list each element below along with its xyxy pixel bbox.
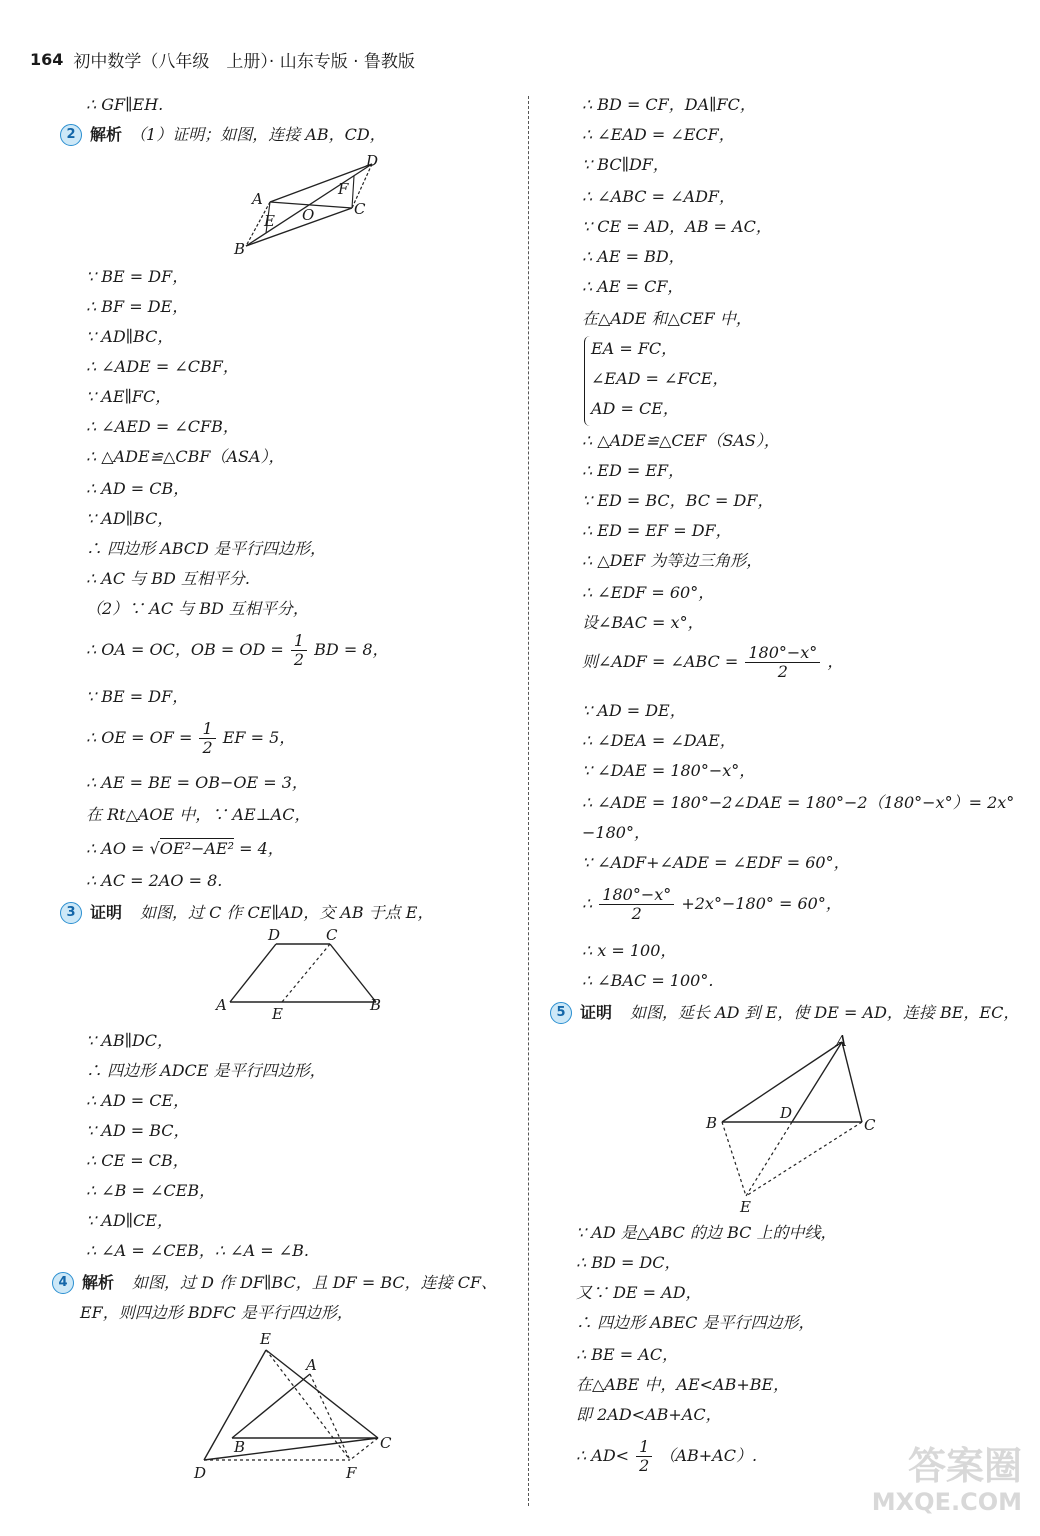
formula-text: ∴ OE = OF =	[86, 728, 193, 747]
fraction-denominator: 2	[631, 904, 642, 923]
fraction	[745, 644, 820, 681]
text-line: 设∠BAC = x°，	[582, 613, 704, 632]
question-text: 如图，过 C 作 CE∥AD，交 AB 于点 E，	[140, 903, 434, 922]
book-title: 初中数学（八年级 上册）· 山东专版 · 鲁教版	[73, 51, 415, 72]
fig3-label-E: E	[272, 1005, 283, 1023]
fig3-label-A: A	[216, 996, 227, 1014]
system-brace	[584, 336, 739, 426]
fig5-label-B: B	[706, 1114, 718, 1132]
text-line: ∴ △ADE≌△CEF（SAS），	[582, 431, 780, 450]
fig5-label-C: C	[864, 1116, 876, 1134]
text-line: ∴ AE = BD，	[582, 247, 685, 266]
text-line: ∴ BE = AC，	[576, 1345, 679, 1364]
text-line: ∴ △ADE≌△CBF（ASA），	[86, 447, 285, 466]
question-5-header	[550, 1002, 1019, 1024]
fig2-label-D: D	[366, 152, 379, 170]
question-text: （1）证明；如图，连接 AB，CD，	[130, 125, 386, 144]
text-line: −180°，	[582, 823, 650, 842]
fraction	[291, 632, 307, 669]
fig3-label-D: D	[268, 928, 281, 944]
text-line: （2）∵ AC 与 BD 互相平分，	[86, 599, 309, 618]
formula-text: （AB+AC）.	[659, 1446, 758, 1465]
text-line: ∴ CE = CB，	[86, 1151, 189, 1170]
figure-q2	[230, 152, 390, 262]
text-line: ∴ BF = DE，	[86, 297, 189, 316]
question-number-badge: 3	[60, 902, 82, 924]
question-number-badge: 5	[550, 1002, 572, 1024]
text-line: EF，则四边形 BDFC 是平行四边形，	[80, 1303, 353, 1322]
fig5-label-A: A	[836, 1032, 847, 1050]
formula-oa	[86, 632, 389, 669]
fig2-label-F: F	[338, 180, 349, 198]
fraction-numerator: 180°−x°	[745, 644, 820, 663]
text-line: ∴ ∠EDF = 60°，	[582, 583, 715, 602]
fig2-label-C: C	[354, 200, 366, 218]
watermark-line: MXQE.COM	[871, 1488, 1022, 1516]
text-line: ∴ 四边形 ABCD 是平行四边形，	[86, 539, 326, 558]
text-line: ∵ AB∥DC，	[86, 1031, 174, 1050]
answer-tag: 证明	[580, 1003, 613, 1022]
text-line: ∴ ∠DEA = ∠DAE，	[582, 731, 736, 750]
text-line: ∵ AD = BC，	[86, 1121, 190, 1140]
text-line: 在△ABE 中，AE<AB+BE，	[576, 1375, 790, 1394]
fig4-label-F: F	[346, 1464, 357, 1482]
text-line: ∵ BE = DF，	[86, 267, 189, 286]
text-line: ∵ AD = DE，	[582, 701, 686, 720]
text-line: ∵ ∠ADF+∠ADE = ∠EDF = 60°，	[582, 853, 850, 872]
text-line: ∴ AC 与 BD 互相平分.	[86, 569, 250, 588]
fig4-label-A: A	[306, 1356, 317, 1374]
text-line: ∴ ∠ADE = 180°−2∠DAE = 180°−2（180°−x°）= 2x°	[582, 793, 1015, 812]
text-line: ∵ ∠DAE = 180°−x°，	[582, 761, 756, 780]
formula-ao	[86, 838, 284, 860]
fraction-numerator: 1	[291, 632, 307, 651]
fraction-numerator: 180°−x°	[599, 886, 674, 905]
formula-oe	[86, 720, 295, 757]
formula-text: BD = 8，	[314, 640, 389, 659]
fig2-label-O: O	[302, 206, 315, 224]
text-line: ∴ AE = BE = OB−OE = 3，	[86, 773, 308, 792]
figure-q4	[190, 1326, 410, 1486]
fraction-numerator: 1	[636, 1438, 652, 1457]
formula-text: ∴ OA = OC，OB = OD =	[86, 640, 284, 659]
formula-equation	[582, 886, 842, 923]
text-line: ∵ AD 是△ABC 的边 BC 上的中线，	[576, 1223, 837, 1242]
text-line: ∴ AD = CB，	[86, 479, 190, 498]
fig4-label-E: E	[260, 1330, 271, 1348]
column-divider	[528, 96, 529, 1506]
text-line: ∴ △DEF 为等边三角形，	[582, 551, 763, 570]
text-line: ∵ CE = AD，AB = AC，	[582, 217, 772, 236]
text-line: ∵ BE = DF，	[86, 687, 189, 706]
fraction-denominator: 2	[293, 650, 305, 669]
fraction	[199, 720, 215, 757]
answer-tag: 解析	[82, 1273, 115, 1292]
sqrt-content: OE²−AE²	[159, 839, 234, 858]
question-4-header	[52, 1272, 497, 1294]
question-3-header	[60, 902, 433, 924]
text-line: ∵ AD∥BC，	[86, 509, 174, 528]
watermark-line: 答案圈	[907, 1444, 1022, 1488]
text-line: ∴ x = 100，	[582, 941, 677, 960]
fig2-label-A: A	[252, 190, 263, 208]
fraction-denominator: 2	[777, 662, 788, 681]
fraction-numerator: 1	[199, 720, 215, 739]
text-line: ∵ AD∥CE，	[86, 1211, 173, 1230]
watermark	[822, 1444, 1022, 1524]
formula-text: ∴ AO =	[86, 839, 145, 858]
formula-text: EF = 5，	[222, 728, 296, 747]
formula-text: 则∠ADF = ∠ABC =	[582, 652, 739, 671]
text-line: 即 2AD<AB+AC，	[576, 1405, 722, 1424]
formula-text: +2x°−180° = 60°，	[681, 894, 842, 913]
question-number-badge: 2	[60, 124, 82, 146]
question-2-header	[60, 124, 386, 146]
fraction	[599, 886, 674, 923]
question-text: 如图，过 D 作 DF∥BC，且 DF = BC，连接 CF、	[132, 1273, 498, 1292]
text-line: ∴ ∠BAC = 100°.	[582, 971, 714, 990]
sqrt-sign: √	[149, 839, 160, 858]
fig4-label-C: C	[380, 1434, 392, 1452]
text-line: 又∵ DE = AD，	[576, 1283, 702, 1302]
brace-line: AD = CE，	[591, 399, 679, 418]
text-line: ∴ BD = CF，DA∥FC，	[582, 95, 756, 114]
fig2-label-E: E	[264, 212, 275, 230]
formula-text: ，	[827, 652, 844, 671]
fig3-label-C: C	[326, 928, 338, 944]
fig4-label-B: B	[234, 1438, 246, 1456]
fig4-label-D: D	[194, 1464, 207, 1482]
text-line: ∴ AD = CE，	[86, 1091, 190, 1110]
text-line: ∴ ED = EF = DF，	[582, 521, 732, 540]
text-line: ∵ AD∥BC，	[86, 327, 174, 346]
answer-tag: 证明	[90, 903, 123, 922]
question-number-badge: 4	[52, 1272, 74, 1294]
text-line: ∴ ED = EF，	[582, 461, 685, 480]
answer-tag: 解析	[90, 125, 123, 144]
text-line: ∴ BD = DC，	[576, 1253, 681, 1272]
text-line: 在△ADE 和△CEF 中，	[582, 309, 752, 328]
formula-text: ∴	[582, 894, 593, 913]
text-line: ∵ BC∥DF，	[582, 155, 669, 174]
page-number: 164	[30, 49, 64, 69]
fig5-label-D: D	[780, 1104, 793, 1122]
brace-line: EA = FC，	[591, 339, 678, 358]
text-line: ∴ ∠EAD = ∠ECF，	[582, 125, 735, 144]
formula-adf	[582, 644, 843, 681]
question-text: 如图，延长 AD 到 E，使 DE = AD，连接 BE，EC，	[630, 1003, 1020, 1022]
text-line: ∴ AC = 2AO = 8.	[86, 871, 223, 890]
text-line: ∴ ∠ADE = ∠CBF，	[86, 357, 239, 376]
text-line: 在 Rt△AOE 中，∵ AE⊥AC，	[86, 805, 311, 824]
formula-final	[576, 1438, 757, 1475]
fraction-denominator: 2	[202, 738, 213, 757]
fig3-label-B: B	[370, 996, 382, 1014]
brace-line: ∠EAD = ∠FCE，	[591, 369, 729, 388]
text-line: ∴ ∠B = ∠CEB，	[86, 1181, 216, 1200]
fig2-label-B: B	[234, 240, 246, 258]
formula-text: ∴ AD<	[576, 1446, 630, 1465]
fig5-label-E: E	[740, 1198, 751, 1216]
figure-q5	[700, 1030, 890, 1216]
fraction-denominator: 2	[639, 1456, 650, 1475]
figure-q3	[210, 928, 390, 1023]
text-line: ∵ ED = BC，BC = DF，	[582, 491, 774, 510]
text-line: ∵ AE∥FC，	[86, 387, 172, 406]
text-line: ∴ GF∥EH.	[86, 95, 164, 114]
text-line: ∴ 四边形 ADCE 是平行四边形，	[86, 1061, 326, 1080]
page-header	[30, 44, 415, 74]
fraction	[636, 1438, 652, 1475]
formula-text: = 4，	[239, 839, 284, 858]
text-line: ∴ ∠AED = ∠CFB，	[86, 417, 239, 436]
text-line: ∴ ∠A = ∠CEB，∴ ∠A = ∠B.	[86, 1241, 309, 1260]
text-line: ∴ ∠ABC = ∠ADF，	[582, 187, 735, 206]
text-line: ∴ 四边形 ABEC 是平行四边形，	[576, 1313, 815, 1332]
text-line: ∴ AE = CF，	[582, 277, 684, 296]
